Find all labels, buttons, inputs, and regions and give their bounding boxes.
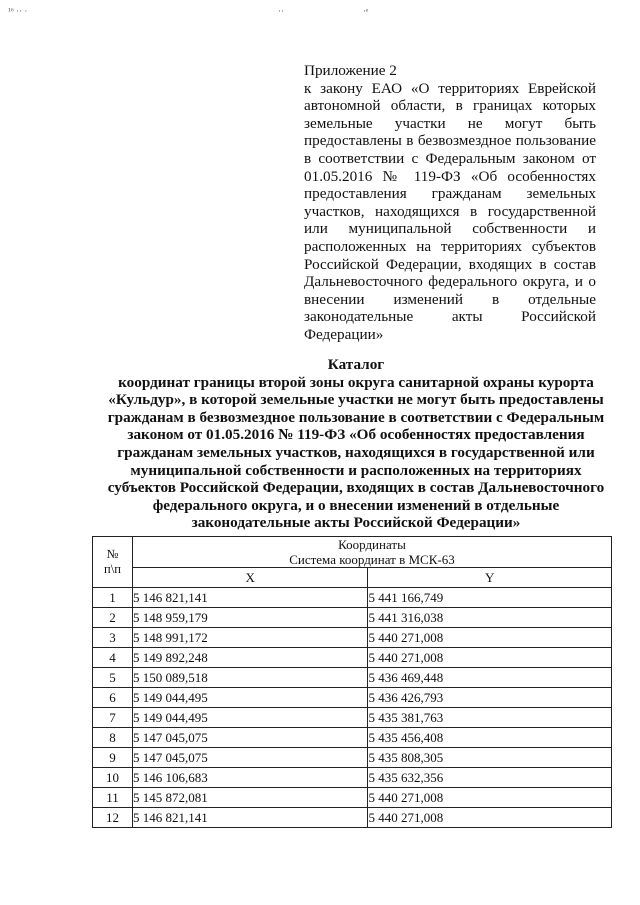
table-row bbox=[93, 728, 612, 748]
point-number-cell: 2 bbox=[93, 608, 133, 628]
y-coordinate-cell: 5 440 271,008 bbox=[368, 788, 612, 808]
x-coordinate-cell: 5 145 872,081 bbox=[132, 788, 368, 808]
y-coordinate-cell: 5 435 456,408 bbox=[368, 728, 612, 748]
table-row bbox=[93, 788, 612, 808]
scan-marks bbox=[0, 6, 640, 20]
y-coordinate-cell: 5 441 166,749 bbox=[368, 588, 612, 608]
number-column-header bbox=[93, 537, 133, 588]
coordinates-header-label: Координаты bbox=[338, 537, 406, 552]
x-column-header: X bbox=[132, 568, 368, 588]
catalog-line-5: гражданам земельных участков, находящихся в государственной или bbox=[117, 443, 595, 461]
point-number-cell: 12 bbox=[93, 808, 133, 828]
appendix-heading: Приложение 2 bbox=[304, 62, 397, 79]
catalog-line-7: субъектов Российской Федерации, входящих в состав Дальневосточного bbox=[107, 479, 605, 497]
point-number-cell: 4 bbox=[93, 648, 133, 668]
coordinate-system-label: Система координат в МСК-63 bbox=[289, 552, 455, 567]
y-coordinate-cell: 5 435 808,305 bbox=[368, 748, 612, 768]
y-coordinate-cell: 5 441 316,038 bbox=[368, 608, 612, 628]
catalog-title: Каталог bbox=[327, 356, 385, 373]
point-number-cell: 6 bbox=[93, 688, 133, 708]
catalog-line-2: «Кульдур», в которой земельные участки не могут быть предоставлены bbox=[108, 391, 604, 409]
x-coordinate-cell: 5 149 044,495 bbox=[132, 708, 368, 728]
x-coordinate-cell: 5 146 821,141 bbox=[132, 588, 368, 608]
y-coordinate-cell: 5 440 271,008 bbox=[368, 628, 612, 648]
table-row bbox=[93, 608, 612, 628]
y-coordinate-cell: 5 440 271,008 bbox=[368, 648, 612, 668]
table-row bbox=[93, 708, 612, 728]
catalog-line-3: гражданам в безвозмездное пользование в соответствии с Федеральным bbox=[107, 408, 605, 426]
table-row bbox=[93, 628, 612, 648]
x-coordinate-cell: 5 149 892,248 bbox=[132, 648, 368, 668]
table-row bbox=[93, 748, 612, 768]
y-coordinate-cell: 5 435 632,356 bbox=[368, 768, 612, 788]
catalog-title-block bbox=[80, 356, 632, 532]
table-row bbox=[93, 588, 612, 608]
number-header-abbrev: п\п bbox=[104, 562, 121, 576]
coordinates-table bbox=[92, 536, 612, 828]
point-number-cell: 9 bbox=[93, 748, 133, 768]
x-coordinate-cell: 5 146 106,683 bbox=[132, 768, 368, 788]
x-coordinate-cell: 5 149 044,495 bbox=[132, 688, 368, 708]
x-coordinate-cell: 5 148 991,172 bbox=[132, 628, 368, 648]
y-coordinate-cell: 5 440 271,008 bbox=[368, 808, 612, 828]
point-number-cell: 10 bbox=[93, 768, 133, 788]
catalog-line-8: федерального округа, и о внесении изменений в отдельные bbox=[152, 496, 560, 514]
x-coordinate-cell: 5 147 045,075 bbox=[132, 728, 368, 748]
number-header-symbol: № bbox=[106, 547, 119, 561]
table-row bbox=[93, 668, 612, 688]
point-number-cell: 11 bbox=[93, 788, 133, 808]
point-number-cell: 5 bbox=[93, 668, 133, 688]
y-coordinate-cell: 5 435 381,763 bbox=[368, 708, 612, 728]
point-number-cell: 3 bbox=[93, 628, 133, 648]
x-coordinate-cell: 5 150 089,518 bbox=[132, 668, 368, 688]
x-coordinate-cell: 5 148 959,179 bbox=[132, 608, 368, 628]
point-number-cell: 7 bbox=[93, 708, 133, 728]
point-number-cell: 8 bbox=[93, 728, 133, 748]
y-coordinate-cell: 5 436 426,793 bbox=[368, 688, 612, 708]
scan-mark-center: ·· bbox=[278, 6, 284, 16]
appendix-block bbox=[304, 62, 596, 344]
y-coordinate-cell: 5 436 469,448 bbox=[368, 668, 612, 688]
table-row bbox=[93, 688, 612, 708]
catalog-line-1: координат границы второй зоны округа санитарной охраны курорта bbox=[118, 373, 594, 391]
scan-mark-left: ¹⁶ ·· · bbox=[8, 6, 28, 16]
x-coordinate-cell: 5 146 821,141 bbox=[132, 808, 368, 828]
scan-mark-right: ·ᵉ bbox=[363, 6, 369, 16]
coordinates-header bbox=[132, 537, 611, 568]
catalog-line-6: муниципальной собственности и расположенных на территориях bbox=[130, 461, 582, 479]
catalog-line-4: законом от 01.05.2016 № 119-ФЗ «Об особенностях предоставления bbox=[127, 426, 585, 444]
appendix-body: к закону ЕАО «О территориях Еврейской автономной области, в границах которых земельные участки не могут быть предоставлены в безвозмездное пользование в соответствии с Федеральным законом от 01.05.2016 № 119-ФЗ «Об особенностях предоставления гражданам земельных участков, находящихся в государственной или муниципальной собственности и расположенных на территориях субъектов Российской Федерации, входящих в состав Дальневосточного федерального округа, и о внесении изменений в отдельные законодательные акты Российской Федерации» bbox=[304, 79, 596, 343]
point-number-cell: 1 bbox=[93, 588, 133, 608]
x-coordinate-cell: 5 147 045,075 bbox=[132, 748, 368, 768]
catalog-line-9: законодательные акты Российской Федерации» bbox=[191, 514, 521, 532]
table-row bbox=[93, 808, 612, 828]
table-row bbox=[93, 648, 612, 668]
table-row bbox=[93, 768, 612, 788]
y-column-header: Y bbox=[368, 568, 612, 588]
